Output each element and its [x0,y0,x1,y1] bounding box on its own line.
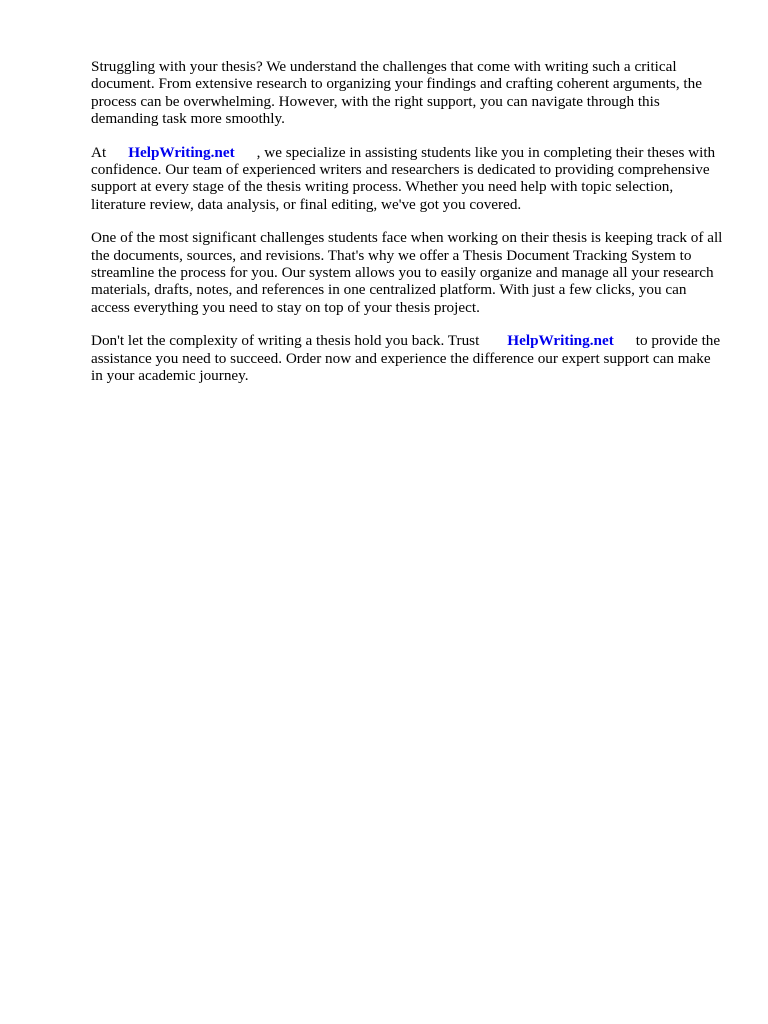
paragraph-closing-lead: Don't let the complexity of writing a thesis hold you back. Trust [91,332,480,350]
document-page [91,58,723,401]
paragraph-service [91,144,723,214]
paragraph-closing [91,332,723,384]
paragraph-service-body: , we specialize in assisting students like you in completing their theses with confidence. Our team of experienced writers and researchers is dedicated to providing comprehensive support at every stage of the thesis writing process. Whether you need help with topic selection, literature review, data analysis, or final editing, we've got you covered. [91,143,716,213]
paragraph-closing-body: to provide the assistance you need to succeed. Order now and experience the difference our expert support can make in your academic journey. [91,332,721,385]
paragraph-service-lead: At [91,143,107,161]
helpwriting-link-2[interactable]: HelpWriting.net [507,332,614,350]
paragraph-intro: Struggling with your thesis? We understand the challenges that come with writing such a critical document. From extensive research to organizing your findings and crafting coherent arguments, the process can be overwhelming. However, with the right support, you can navigate through this demanding task more smoothly. [91,58,702,128]
paragraph-tracking-system: One of the most significant challenges students face when working on their thesis is keeping track of all the documents, sources, and revisions. That's why we offer a Thesis Document Tracking System to streamline the process for you. Our system allows you to easily organize and manage all your research materials, drafts, notes, and references in one centralized platform. With just a few clicks, you can access everything you need to stay on top of your thesis project. [91,229,723,316]
helpwriting-link-1[interactable]: HelpWriting.net [128,143,235,161]
